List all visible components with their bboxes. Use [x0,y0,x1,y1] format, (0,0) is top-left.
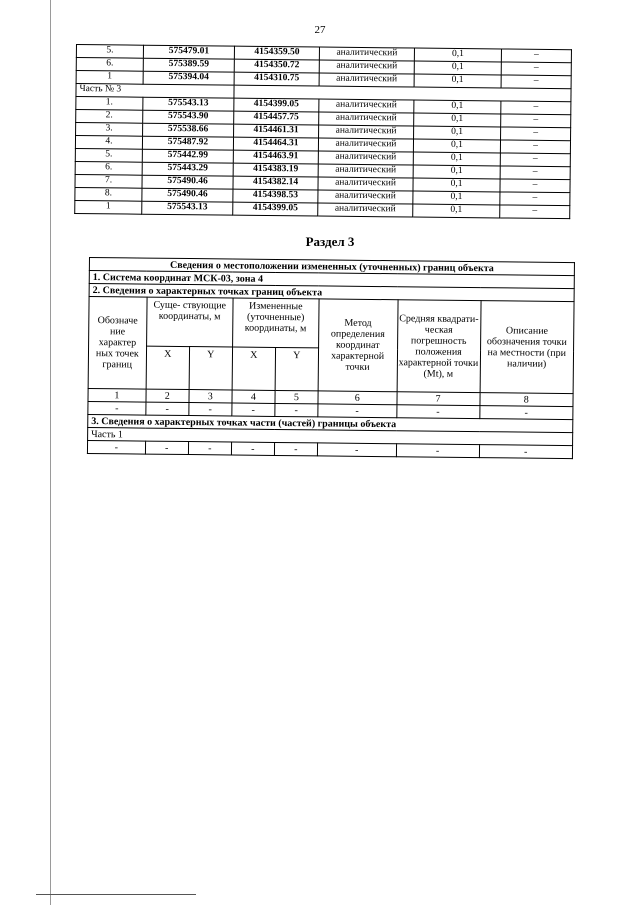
method: аналитический [318,177,413,191]
empty-value: - [146,402,189,415]
column-number: 6 [318,391,397,405]
method: аналитический [319,47,414,61]
empty-value: - [396,444,479,458]
coord-x: 575443.29 [142,162,233,176]
column-number: 5 [275,390,318,403]
description: – [501,101,571,115]
accuracy: 0,1 [413,204,500,218]
accuracy: 0,1 [414,100,501,114]
coord-x: 575394.04 [143,71,234,85]
empty-value: - [232,403,275,416]
description: – [500,166,570,180]
column-number: 1 [88,388,146,402]
empty-value: - [231,442,274,455]
point-number: 1 [75,200,142,214]
description: – [500,153,570,167]
accuracy: 0,1 [414,113,501,127]
description: – [501,127,571,141]
coord-y: 4154398.53 [233,189,318,203]
coord-x: 575442.99 [142,149,233,163]
column-number: 2 [146,389,189,402]
point-number: 8. [75,187,142,201]
description: – [500,179,570,193]
table-row [89,297,574,351]
column-number: 4 [232,390,275,403]
point-number: 2. [76,110,143,124]
part-label-row: Часть 1 [88,427,573,445]
method: аналитический [319,112,414,126]
description: – [501,75,571,89]
method: аналитический [319,125,414,139]
accuracy: 0,1 [414,61,501,75]
boundary-table [87,257,575,459]
method: аналитический [319,99,414,113]
coord-x: 575543.13 [143,97,234,111]
col-x-existing: X [146,346,189,389]
coord-x: 575543.13 [142,201,233,215]
point-number: 6. [75,161,142,175]
col-description: Описание обозначения точки на местности (при наличии) [480,301,574,394]
coord-x: 575490.46 [142,188,233,202]
coord-y: 4154310.75 [234,72,319,86]
method: аналитический [318,164,413,178]
point-number: 3. [76,123,143,137]
accuracy: 0,1 [413,152,500,166]
description: – [500,140,570,154]
coord-x: 575538.66 [143,123,234,137]
coord-x: 575490.46 [142,175,233,189]
empty-value: - [88,401,146,415]
part-label: Часть № 3 [76,84,234,99]
point-number: 5. [76,45,143,59]
col-x-changed: X [232,347,275,390]
column-number: 7 [397,392,480,406]
coord-y: 4154463.91 [233,150,318,164]
coord-y: 4154457.75 [234,111,319,125]
accuracy: 0,1 [414,48,501,62]
accuracy: 0,1 [414,74,501,88]
empty-value: - [188,442,231,455]
empty-value: - [317,443,396,457]
coord-y: 4154382.14 [233,176,318,190]
description: – [501,49,571,63]
col-y-changed: Y [275,347,318,390]
part-points-section-row: 3. Сведения о характерных точках части (частей) границы объекта [88,414,573,432]
method: аналитический [318,138,413,152]
empty-value: - [87,440,145,454]
point-number: 4. [75,136,142,150]
accuracy: 0,1 [414,126,501,140]
empty-value: - [274,442,317,455]
point-number: 5. [75,148,142,162]
coord-y: 4154461.31 [234,124,319,138]
coordinate-system-row: 1. Система координат МСК-03, зона 4 [89,271,574,289]
points-section-row: 2. Сведения о характерных точках границ объекта [89,284,574,302]
col-designation: Обозначе ние характер ных точек границ [88,297,147,390]
col-method: Метод определения координат характерной точки [318,299,398,392]
coord-x: 575389.59 [143,58,234,72]
method: аналитический [318,190,413,204]
accuracy: 0,1 [413,191,500,205]
column-number: 3 [189,390,232,403]
point-number: 6. [76,58,143,72]
col-accuracy: Средняя квадрати- ческая погрешность положения характерной точки (Mt), м [397,300,481,393]
description: – [501,62,571,76]
coord-y: 4154350.72 [234,59,319,73]
page-number: 27 [314,24,326,36]
coord-y: 4154399.05 [234,98,319,112]
method: аналитический [318,151,413,165]
empty-value: - [479,406,573,420]
description: – [501,114,571,128]
empty-value: - [479,445,573,459]
col-existing-coords: Суще- ствующие координаты, м [146,297,233,347]
description: – [500,205,570,219]
coord-x: 575543.90 [143,110,234,124]
col-changed-coords: Измененные (уточненные) координаты, м [232,298,319,348]
accuracy: 0,1 [413,178,500,192]
coord-y: 4154399.05 [233,202,318,216]
description: – [500,192,570,206]
coord-y: 4154359.50 [234,46,319,60]
coord-x: 575487.92 [142,136,233,150]
column-number: 8 [479,393,573,407]
point-number: 1 [76,71,143,85]
empty-value: - [396,405,479,419]
coordinates-table [74,44,572,219]
empty-value: - [318,404,397,418]
coord-x: 575479.01 [143,45,234,59]
accuracy: 0,1 [413,165,500,179]
footer-line [36,894,196,895]
margin-line [50,0,51,905]
point-number: 1. [76,97,143,111]
coord-y: 4154383.19 [233,163,318,177]
method: аналитический [319,73,414,87]
col-y-existing: Y [189,347,232,390]
method: аналитический [318,203,413,217]
coord-y: 4154464.31 [233,137,318,151]
empty-value: - [275,403,318,416]
method: аналитический [319,60,414,74]
point-number: 7. [75,174,142,188]
empty-value: - [189,403,232,416]
table-header: Сведения о местоположении измененных (уточненных) границ объекта [89,258,574,276]
empty-value: - [145,441,188,454]
section-title: Раздел 3 [305,234,355,249]
accuracy: 0,1 [413,139,500,153]
